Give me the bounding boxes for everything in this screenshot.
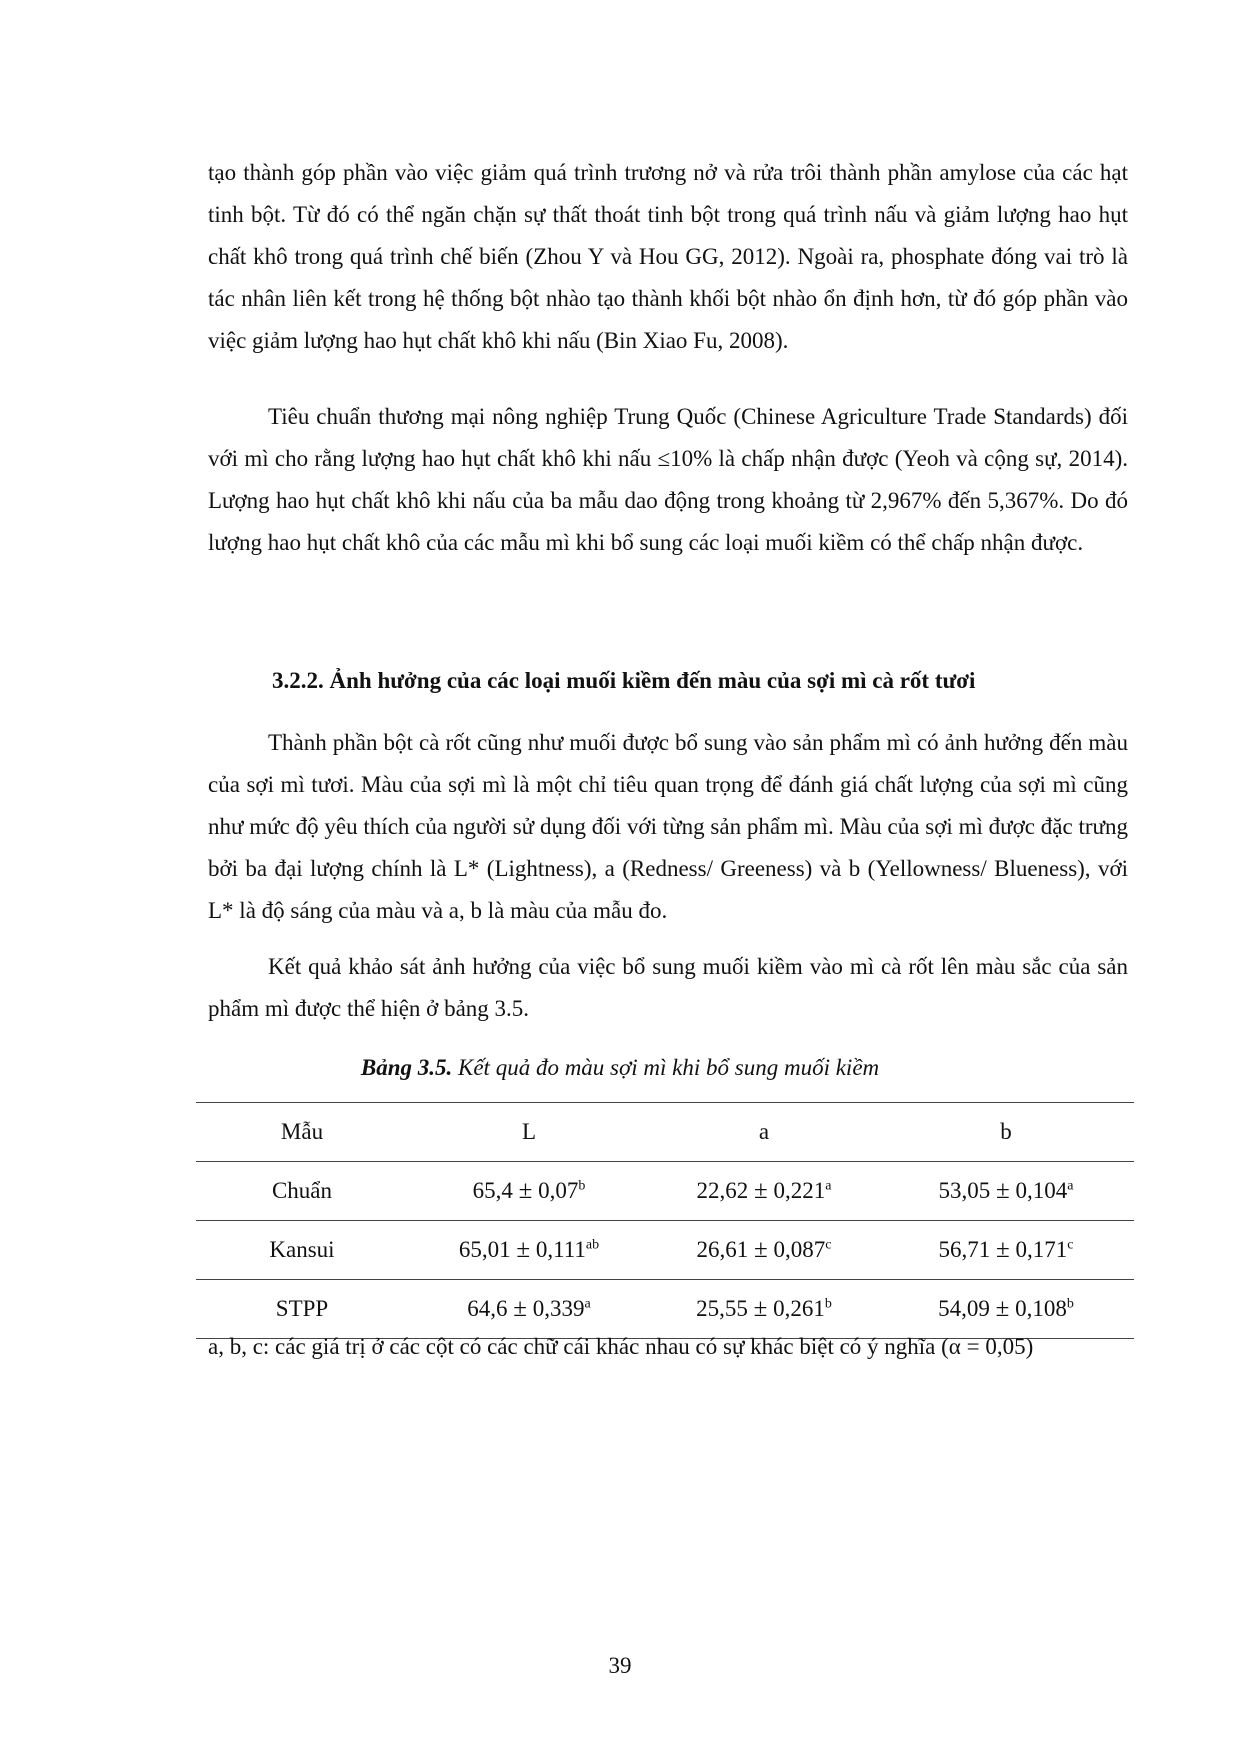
table-header-row — [196, 1103, 1134, 1162]
table-row — [196, 1280, 1134, 1339]
cell-mean: 64,6 — [467, 1296, 508, 1321]
cell-sd: 0,104 — [1015, 1178, 1068, 1203]
significance-letter: ab — [585, 1237, 600, 1253]
plus-minus-sign: ± — [518, 1177, 533, 1204]
table-caption — [0, 1055, 1240, 1081]
cell-mean: 56,71 — [938, 1237, 991, 1262]
plus-minus-sign: ± — [513, 1295, 527, 1322]
plus-minus-sign: ± — [754, 1236, 768, 1263]
significance-letter: b — [578, 1178, 586, 1194]
cell-sd: 0,261 — [773, 1296, 825, 1321]
plus-minus-sign: ± — [996, 1177, 1010, 1204]
cell-mean: 65,4 — [472, 1178, 513, 1203]
cell-b — [878, 1221, 1134, 1280]
table-caption-text: Kết quả đo màu sợi mì khi bổ sung muối kiềm — [458, 1055, 880, 1080]
table-caption-label: Bảng 3.5. — [360, 1055, 453, 1080]
cell-a — [650, 1162, 878, 1221]
paragraph-2: Tiêu chuẩn thương mại nông nghiệp Trung Quốc (Chinese Agriculture Trade Standards) đối với mì cho rằng lượng hao hụt chất khô khi nấu ≤10% là chấp nhận được (Yeoh và cộng sự, 2014). Lượng hao hụt chất khô khi nấu của ba mẫu dao động trong khoảng từ 2,967% đến 5,367%. Do đó lượng hao hụt chất khô của các mẫu mì khi bổ sung các loại muối kiềm có thể chấp nhận được. — [208, 404, 1128, 555]
cell-sd: 0,221 — [773, 1178, 826, 1203]
significance-letter: a — [1067, 1178, 1074, 1194]
cell-mean: 26,61 — [696, 1237, 749, 1262]
cell-sd: 0,108 — [1015, 1296, 1067, 1321]
cell-l — [408, 1221, 650, 1280]
plus-minus-sign: ± — [995, 1295, 1010, 1322]
significance-letter: b — [824, 1296, 832, 1312]
significance-letter: b — [1066, 1296, 1074, 1312]
cell-b — [878, 1162, 1134, 1221]
table-note: a, b, c: các giá trị ở các cột có các chữ cái khác nhau có sự khác biệt có ý nghĩa (α = 0,05) — [208, 1334, 1034, 1359]
paragraph-3: Thành phần bột cà rốt cũng như muối được bổ sung vào sản phẩm mì có ảnh hưởng đến màu của sợi mì tươi. Màu của sợi mì là một chỉ tiêu quan trọng để đánh giá chất lượng của sợi mì cũng như mức độ yêu thích của người sử dụng đối với từng sản phẩm mì. Màu của sợi mì được đặc trưng bởi ba đại lượng chính là L* (Lightness), a (Redness/ Greeness) và b (Yellowness/ Blueness), với L* là độ sáng của màu và a, b là màu của mẫu đo. — [208, 730, 1128, 923]
plus-minus-sign: ± — [516, 1236, 531, 1263]
table-row — [196, 1221, 1134, 1280]
cell-mean: 54,09 — [938, 1296, 990, 1321]
plus-minus-sign: ± — [754, 1177, 768, 1204]
cell-sd: 0,339 — [532, 1296, 585, 1321]
page-number: 39 — [608, 1653, 632, 1678]
cell-mean: 22,62 — [696, 1178, 749, 1203]
header-sample: Mẫu — [196, 1103, 408, 1162]
paragraph-4: Kết quả khảo sát ảnh hưởng của việc bổ sung muối kiềm vào mì cà rốt lên màu sắc của sản phẩm mì được thể hiện ở bảng 3.5. — [208, 954, 1128, 1021]
section-heading: 3.2.2. Ảnh hưởng của các loại muối kiềm đến màu của sợi mì cà rốt tươi — [272, 668, 976, 693]
cell-a — [650, 1221, 878, 1280]
cell-sd: 0,171 — [1015, 1237, 1068, 1262]
cell-sample: STPP — [196, 1280, 408, 1339]
cell-sample: Chuẩn — [196, 1162, 408, 1221]
significance-letter: a — [584, 1296, 591, 1312]
cell-mean: 65,01 — [458, 1237, 511, 1262]
cell-a — [650, 1280, 878, 1339]
cell-mean: 25,55 — [696, 1296, 748, 1321]
header-b: b — [878, 1103, 1134, 1162]
plus-minus-sign: ± — [996, 1236, 1010, 1263]
paragraph-1: tạo thành góp phần vào việc giảm quá trình trương nở và rửa trôi thành phần amylose của các hạt tinh bột. Từ đó có thể ngăn chặn sự thất thoát tinh bột trong quá trình nấu và giảm lượng hao hụt chất khô trong quá trình chế biến (Zhou Y và Hou GG, 2012). Ngoài ra, phosphate đóng vai trò là tác nhân liên kết trong hệ thống bột nhào tạo thành khối bột nhào ổn định hơn, từ đó góp phần vào việc giảm lượng hao hụt chất khô khi nấu (Bin Xiao Fu, 2008). — [208, 160, 1128, 353]
significance-letter: a — [825, 1178, 832, 1194]
cell-b — [878, 1280, 1134, 1339]
cell-sample: Kansui — [196, 1221, 408, 1280]
cell-sd: 0,111 — [535, 1237, 586, 1262]
cell-l — [408, 1280, 650, 1339]
cell-sd: 0,07 — [538, 1178, 579, 1203]
significance-letter: c — [825, 1237, 832, 1253]
header-l: L — [408, 1103, 650, 1162]
cell-sd: 0,087 — [773, 1237, 826, 1262]
cell-mean: 53,05 — [938, 1178, 991, 1203]
header-a: a — [650, 1103, 878, 1162]
table-row — [196, 1162, 1134, 1221]
significance-letter: c — [1067, 1237, 1074, 1253]
color-table — [196, 1102, 1134, 1339]
plus-minus-sign: ± — [753, 1295, 768, 1322]
cell-l — [408, 1162, 650, 1221]
